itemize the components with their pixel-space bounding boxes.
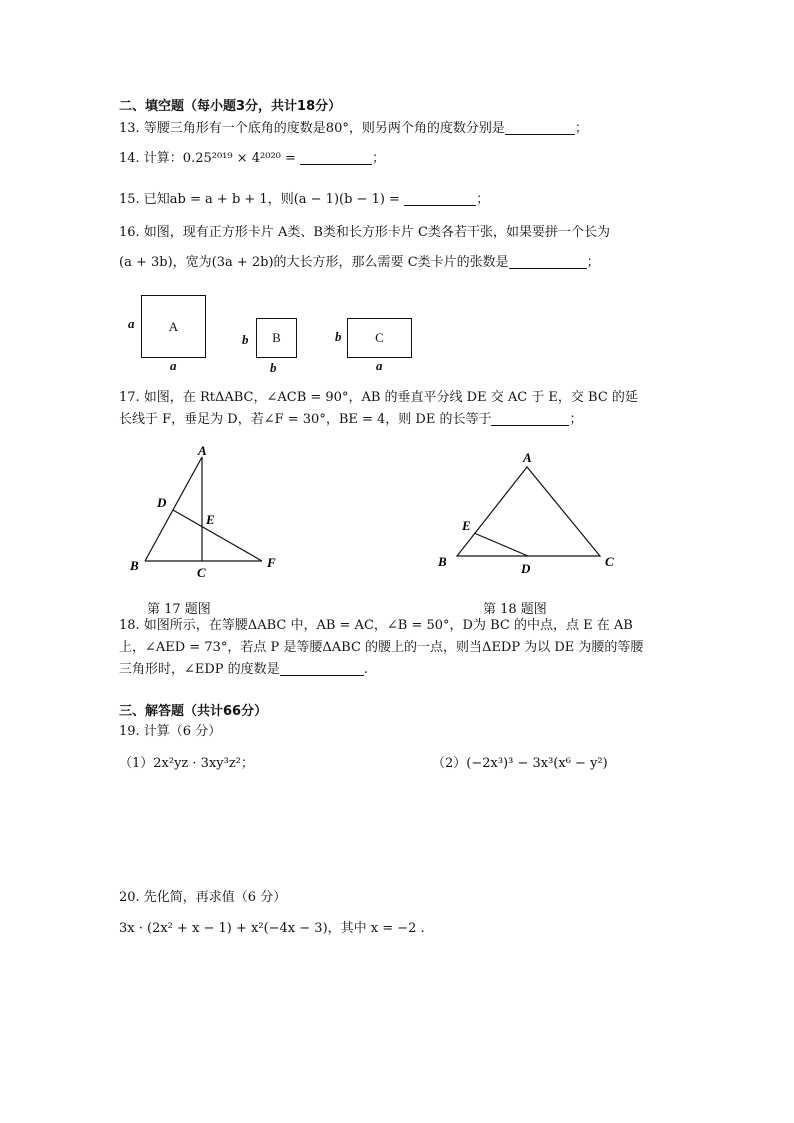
q19-part2: （2）(−2x³)³ − 3x³(x⁶ − y²) bbox=[432, 756, 608, 771]
q17-line2-wrap bbox=[119, 411, 582, 429]
fig18-label-b: B bbox=[438, 554, 447, 569]
q13-answer-blank[interactable] bbox=[505, 120, 575, 135]
question-15 bbox=[119, 191, 489, 209]
q16-answer-blank[interactable] bbox=[509, 254, 587, 269]
figure-18 bbox=[430, 445, 625, 580]
q17-line1: 17. 如图，在 RtΔABC，∠ACB = 90°，AB 的垂直平分线 DE 交 AC 于 E，交 BC 的延 bbox=[119, 390, 638, 405]
q13-tail: ； bbox=[574, 121, 588, 136]
q14-text: 14. 计算：0.25²⁰¹⁹ × 4²⁰²⁰ = bbox=[119, 151, 296, 166]
fig17-label-f: F bbox=[267, 555, 276, 570]
q18-line3-wrap bbox=[119, 661, 368, 679]
card-c bbox=[347, 318, 412, 358]
q17-line2: 长线于 F，垂足为 D，若∠F = 30°，BE = 4，则 DE 的长等于 bbox=[119, 412, 492, 427]
q18-answer-blank[interactable] bbox=[280, 661, 364, 676]
q18-tail: . bbox=[363, 662, 368, 677]
q17-tail: ； bbox=[569, 412, 583, 427]
figure-17 bbox=[120, 440, 290, 580]
q18-line3: 三角形时，∠EDP 的度数是 bbox=[119, 662, 280, 677]
q18-line2: 上，∠AED = 73°，若点 P 是等腰ΔABC 的腰上的一点，则当ΔEDP 为以 DE 为腰的等腰 bbox=[119, 640, 644, 655]
figure-18-caption: 第 18 题图 bbox=[483, 602, 547, 617]
card-b bbox=[256, 318, 297, 358]
q17-answer-blank[interactable] bbox=[491, 411, 569, 426]
question-14 bbox=[119, 150, 385, 168]
card-a-side-bottom: a bbox=[170, 358, 177, 373]
section-fill-title: 二、填空题（每小题3分，共计18分） bbox=[119, 99, 342, 114]
question-13 bbox=[119, 120, 588, 138]
q20-title: 20. 先化简，再求值（6 分） bbox=[119, 890, 287, 905]
q18-line1: 18. 如图所示，在等腰ΔABC 中，AB = AC，∠B = 50°，D为 BC 的中点，点 E 在 AB bbox=[119, 618, 633, 633]
card-b-label: B bbox=[272, 330, 281, 345]
fig17-segment-ab bbox=[145, 457, 202, 561]
figure-17-caption: 第 17 题图 bbox=[147, 602, 211, 617]
card-c-side-bottom: a bbox=[376, 358, 383, 373]
fig18-segment-ed bbox=[474, 533, 528, 556]
fig18-label-e: E bbox=[462, 518, 471, 533]
q13-text: 13. 等腰三角形有一个底角的度数是80°，则另两个角的度数分别是 bbox=[119, 121, 505, 136]
fig18-label-a: A bbox=[523, 450, 532, 465]
fig17-label-c: C bbox=[197, 565, 206, 580]
q19-title: 19. 计算（6 分） bbox=[119, 724, 222, 739]
q16-tail: ； bbox=[586, 255, 600, 270]
q16-line2-wrap bbox=[119, 254, 600, 272]
q14-answer-blank[interactable] bbox=[300, 150, 372, 165]
q20-expression: 3x · (2x² + x − 1) + x²(−4x − 3)，其中 x = −2 . bbox=[119, 921, 425, 936]
q19-part1: （1）2x²yz · 3xy³z²； bbox=[119, 756, 254, 771]
fig17-label-b: B bbox=[130, 558, 139, 573]
fig18-triangle-abc bbox=[457, 467, 600, 556]
q15-text: 15. 已知ab = a + b + 1，则(a − 1)(b − 1) = bbox=[119, 192, 400, 207]
fig17-label-e: E bbox=[206, 512, 215, 527]
fig18-label-d: D bbox=[521, 561, 531, 576]
card-a-side-left: a bbox=[128, 316, 135, 331]
fig17-segment-df bbox=[173, 510, 262, 561]
card-c-side-left: b bbox=[335, 329, 342, 344]
card-a-label: A bbox=[168, 318, 179, 334]
q16-line1: 16. 如图，现有正方形卡片 A类、B类和长方形卡片 C类各若干张，如果要拼一个长为 bbox=[119, 225, 610, 240]
fig17-label-a: A bbox=[198, 443, 207, 458]
q15-tail: ； bbox=[476, 192, 490, 207]
card-b-side-left: b bbox=[242, 332, 249, 347]
fig18-label-c: C bbox=[605, 554, 614, 569]
q14-tail: ； bbox=[372, 151, 386, 166]
card-a bbox=[141, 295, 206, 358]
card-c-label: C bbox=[375, 330, 384, 345]
q15-answer-blank[interactable] bbox=[404, 191, 476, 206]
fig17-label-d: D bbox=[157, 495, 167, 510]
section-solve-title: 三、解答题（共计66分） bbox=[119, 704, 268, 719]
q16-line2: (a + 3b)，宽为(3a + 2b)的大长方形，那么需要 C类卡片的张数是 bbox=[119, 255, 509, 270]
card-b-side-bottom: b bbox=[270, 360, 277, 375]
